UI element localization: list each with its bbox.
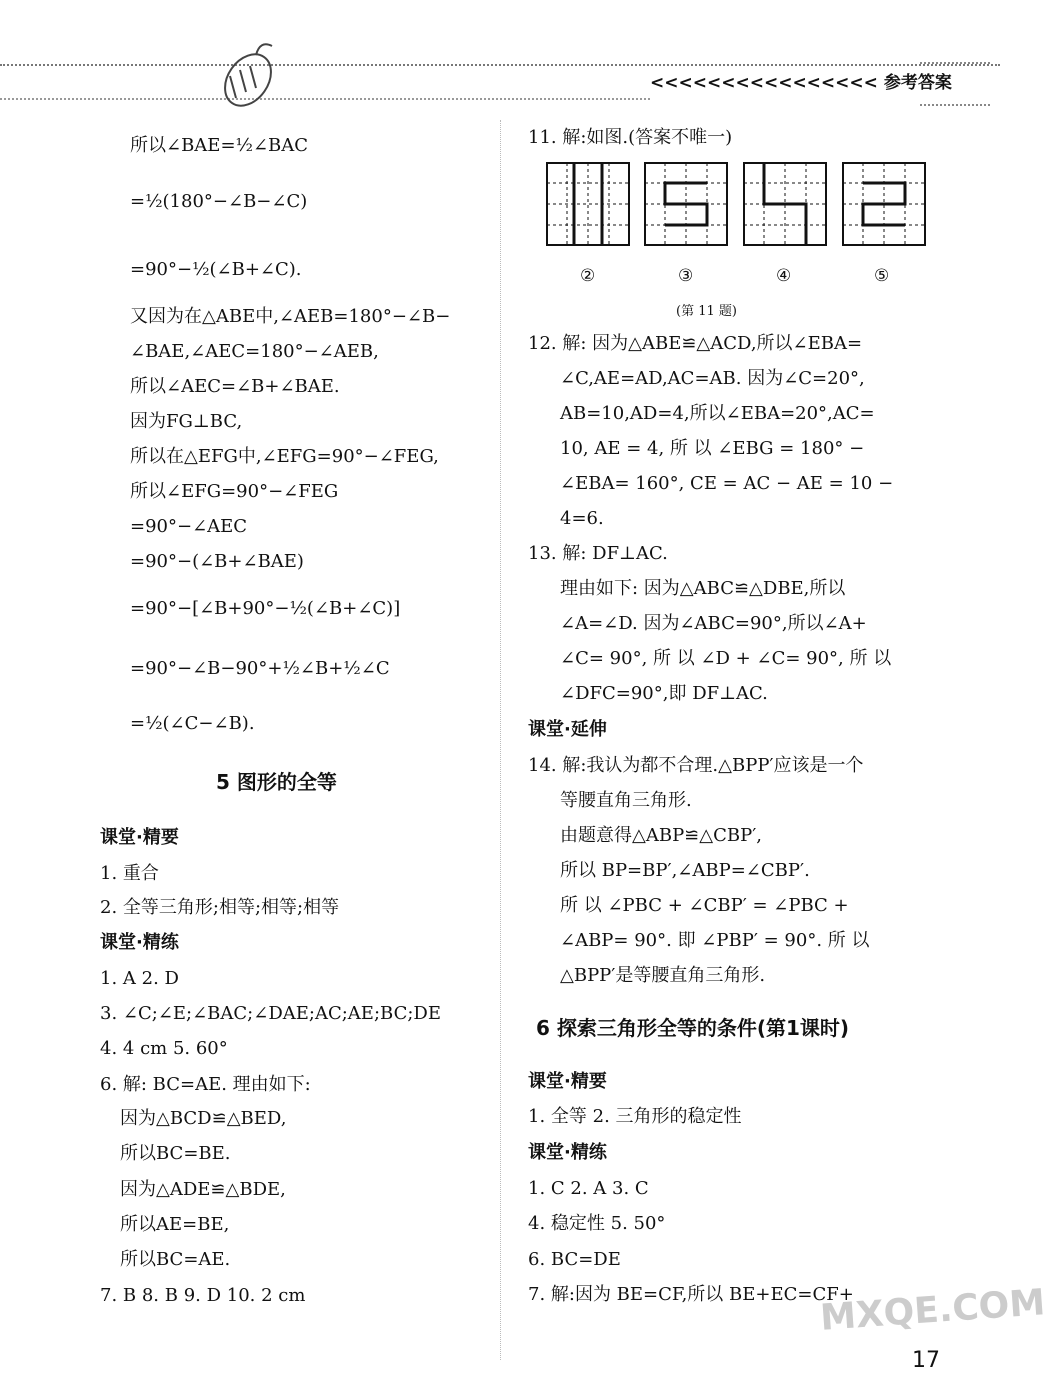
- subsection-title: 课堂·精要: [528, 1071, 607, 1092]
- answer-line: 7. B 8. B 9. D 10. 2 cm: [100, 1285, 306, 1306]
- line: =90°−∠B−90°+½∠B+½∠C: [130, 658, 390, 679]
- answer-line: AB=10,AD=4,所以∠EBA=20°,AC=: [560, 403, 875, 424]
- answer-line: △BPP′是等腰直角三角形.: [560, 965, 766, 986]
- answer-line: 4=6.: [560, 508, 604, 529]
- answer-line: 4. 稳定性 5. 50°: [528, 1213, 666, 1234]
- answer-line: ∠A=∠D. 因为∠ABC=90°,所以∠A+: [560, 613, 867, 634]
- answer-line: 由题意得△ABP≌△CBP′,: [560, 825, 763, 846]
- answer-line: 所以AE=BE,: [120, 1214, 230, 1235]
- answer-line: 2. 全等三角形;相等;相等;相等: [100, 897, 340, 918]
- grid-figure-4: [743, 162, 827, 246]
- answer-line: 6. BC=DE: [528, 1249, 621, 1270]
- answer-line: 10, AE = 4, 所 以 ∠EBG = 180° −: [560, 438, 865, 459]
- answer-line: 12. 解: 因为△ABE≌△ACD,所以∠EBA=: [528, 333, 863, 354]
- grid-figure-5: [842, 162, 926, 246]
- subsection-title: 课堂·精练: [100, 932, 179, 953]
- line: 又因为在△ABE中,∠AEB=180°−∠B−: [130, 306, 451, 327]
- line: 所以在△EFG中,∠EFG=90°−∠FEG,: [130, 446, 439, 467]
- answer-line: ∠DFC=90°,即 DF⊥AC.: [560, 683, 768, 704]
- line: =90°−(∠B+∠BAE): [130, 551, 304, 572]
- subsection-title: 课堂·精要: [100, 827, 179, 848]
- answer-line: ∠C= 90°, 所 以 ∠D + ∠C= 90°, 所 以: [560, 648, 892, 669]
- answer-line: 13. 解: DF⊥AC.: [528, 543, 668, 564]
- line: 所以∠BAE=½∠BAC: [130, 135, 309, 156]
- header-rule-2: [0, 98, 650, 100]
- answer-line: 6. 解: BC=AE. 理由如下:: [100, 1074, 311, 1095]
- answer-line: 4. 4 cm 5. 60°: [100, 1038, 228, 1059]
- line: =90°−∠AEC: [130, 516, 248, 537]
- watermark: MXQE.COM: [818, 1282, 1046, 1339]
- page-number: 17: [912, 1348, 940, 1373]
- answer-line: ∠C,AE=AD,AC=AB. 因为∠C=20°,: [560, 368, 865, 389]
- answer-line: ∠EBA= 160°, CE = AC − AE = 10 −: [560, 473, 894, 494]
- bug-logo-icon: [200, 40, 310, 110]
- line: =90°−[∠B+90°−½(∠B+∠C)]: [130, 598, 401, 619]
- answer-line: 1. A 2. D: [100, 968, 179, 989]
- answer-line: 11. 解:如图.(答案不唯一): [528, 127, 733, 148]
- answer-line: 14. 解:我认为都不合理.△BPP′应该是一个: [528, 755, 864, 776]
- figure-label: ③: [678, 266, 694, 286]
- line: ∠BAE,∠AEC=180°−∠AEB,: [130, 341, 379, 362]
- answer-line: 1. 重合: [100, 863, 159, 884]
- grid-figure-3: [644, 162, 728, 246]
- column-divider: [500, 120, 501, 1360]
- section-title: 5 图形的全等: [216, 770, 337, 794]
- answer-line: ∠ABP= 90°. 即 ∠PBP′ = 90°. 所 以: [560, 930, 870, 951]
- figure-label: ④: [776, 266, 792, 286]
- header-box: [920, 62, 990, 106]
- figure-caption: (第 11 题): [676, 304, 737, 319]
- answer-line: 等腰直角三角形.: [560, 790, 692, 811]
- answer-line: 所以BC=BE.: [120, 1143, 231, 1164]
- line: 所以∠AEC=∠B+∠BAE.: [130, 376, 340, 397]
- figure-label: ⑤: [874, 266, 890, 286]
- figure-label: ②: [580, 266, 596, 286]
- line: =½(∠C−∠B).: [130, 713, 255, 734]
- line: =½(180°−∠B−∠C): [130, 191, 308, 212]
- answer-line: 3. ∠C;∠E;∠BAC;∠DAE;AC;AE;BC;DE: [100, 1003, 441, 1024]
- answer-line: 理由如下: 因为△ABC≌△DBE,所以: [560, 578, 846, 599]
- answer-line: 因为△ADE≌△BDE,: [120, 1179, 286, 1200]
- answer-line: 因为△BCD≌△BED,: [120, 1108, 287, 1129]
- answer-line: 所以 BP=BP′,∠ABP=∠CBP′.: [560, 860, 810, 881]
- subsection-title: 课堂·精练: [528, 1142, 607, 1163]
- line: 所以∠EFG=90°−∠FEG: [130, 481, 339, 502]
- line: =90°−½(∠B+∠C).: [130, 259, 302, 280]
- answer-line: 7. 解:因为 BE=CF,所以 BE+EC=CF+: [528, 1284, 854, 1305]
- grid-figure-2: [546, 162, 630, 246]
- section-title: 6 探索三角形全等的条件(第1课时): [536, 1016, 850, 1040]
- answer-line: 1. 全等 2. 三角形的稳定性: [528, 1106, 742, 1127]
- subsection-title: 课堂·延伸: [528, 719, 607, 740]
- answer-line: 1. C 2. A 3. C: [528, 1178, 649, 1199]
- line: 因为FG⊥BC,: [130, 411, 243, 432]
- answer-line: 所以BC=AE.: [120, 1249, 231, 1270]
- answer-line: 所 以 ∠PBC + ∠CBP′ = ∠PBC +: [560, 895, 849, 916]
- header-title: <<<<<<<<<<<<<<<< 参考答案: [650, 73, 952, 93]
